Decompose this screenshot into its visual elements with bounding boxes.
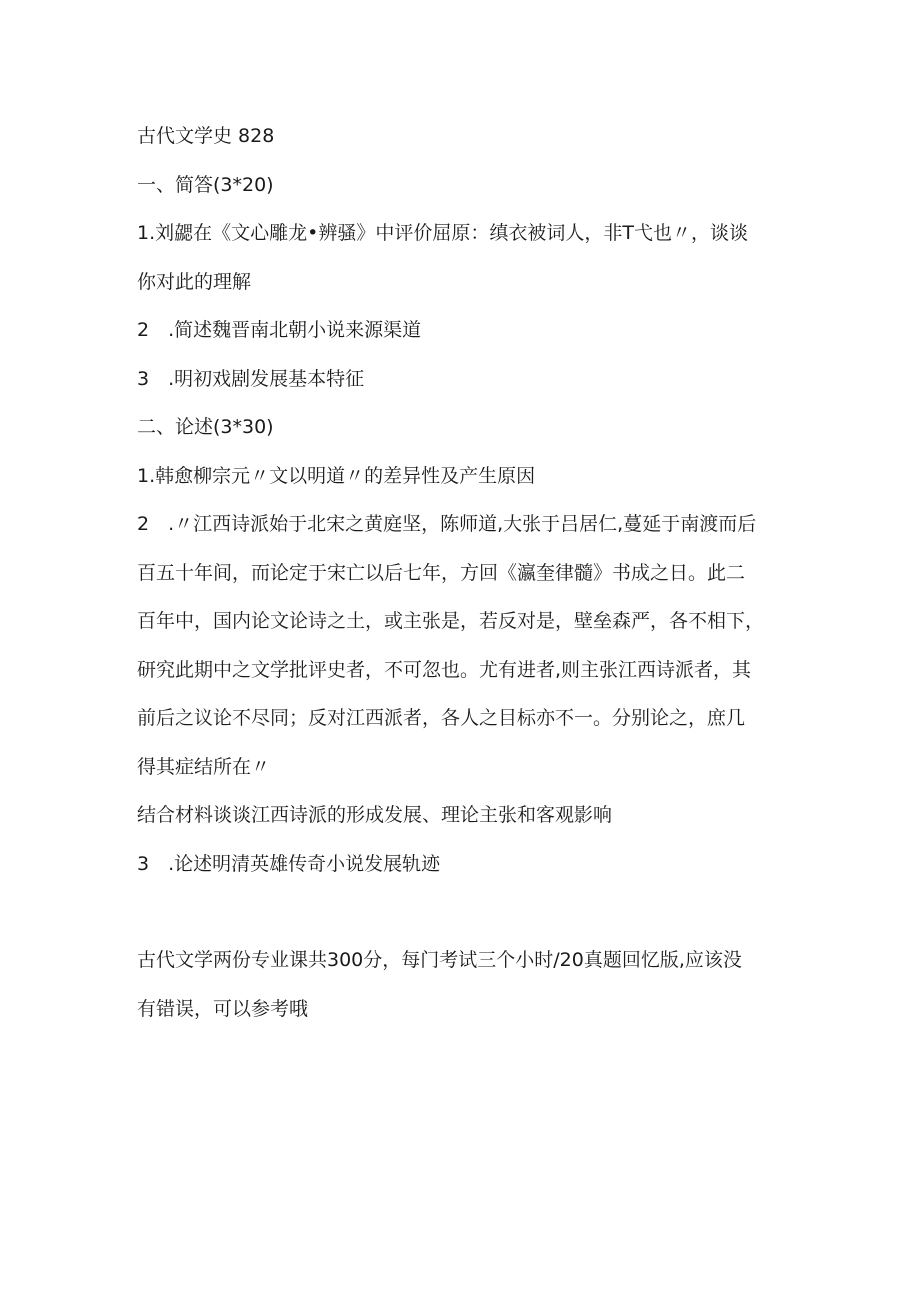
question-1-line-1: 1.刘勰在《文心雕龙•辨骚》中评价屈原：缜衣被词人，非T弋也〃，谈谈	[137, 222, 748, 244]
paragraph-spacer	[137, 888, 797, 936]
question-1-line-2: 你对此的理解	[137, 270, 252, 293]
essay-question-1: 1.韩愈柳宗元〃文以明道〃的差异性及产生原因	[137, 464, 536, 487]
note-line-2: 有错误，可以参考哦	[137, 997, 309, 1020]
essay-question-2-prompt: 结合材料谈谈江西诗派的形成发展、理论主张和客观影响	[137, 804, 613, 826]
question-2: 2 .简述魏晋南北朝小说来源渠道	[137, 319, 422, 341]
essay-question-2-line: 得其症结所在〃	[137, 755, 271, 778]
question-3: 3 .明初戏剧发展基本特征	[137, 367, 365, 390]
essay-question-3: 3 .论述明清英雄传奇小说发展轨迹	[137, 852, 441, 875]
essay-question-2-line: 前后之议论不尽同；反对江西派者，各人之目标亦不一。分别论之，庶几	[137, 707, 746, 729]
essay-question-2-line: 2 .〃江西诗派始于北宋之黄庭坚，陈师道,大张于吕居仁,蔓延于南渡而后	[137, 513, 757, 535]
section-heading-essay: 二、论述(3*30)	[137, 416, 274, 438]
essay-question-2-line: 百五十年间，而论定于宋亡以后七年，方回《瀛奎律髓》书成之日。此二	[137, 561, 746, 584]
document-body	[137, 112, 797, 1033]
section-heading-short-answer: 一、简答(3*20)	[137, 173, 274, 196]
note-line-1: 古代文学两份专业课共300分，每门考试三个小时/20真题回忆版,应该没	[137, 949, 742, 971]
essay-question-2-line: 百年中，国内论文论诗之土，或主张是，若反对是，壁垒森严，各不相下，	[137, 610, 765, 632]
document-title: 古代文学史 828	[137, 125, 275, 147]
essay-question-2-line: 研究此期中之文学批评史者，不可忽也。尤有进者,则主张江西诗派者，其	[137, 658, 752, 681]
